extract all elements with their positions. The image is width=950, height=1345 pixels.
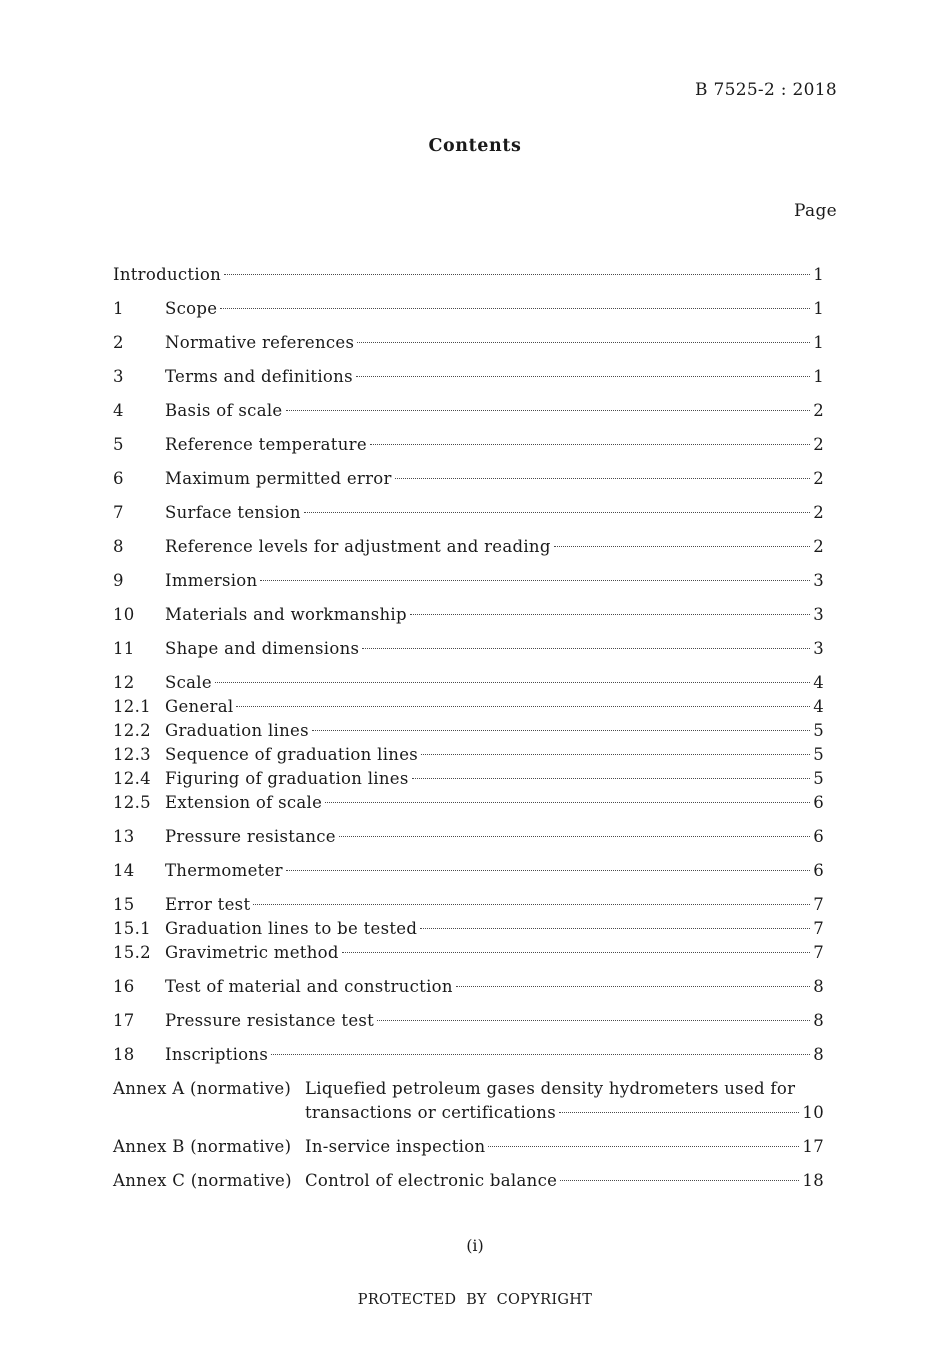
dot-leader — [215, 682, 810, 683]
toc-entry-page: 5 — [813, 769, 824, 788]
dot-leader — [554, 546, 810, 547]
annex-entry-b[interactable] — [113, 1135, 824, 1159]
dot-leader — [342, 952, 810, 953]
dot-leader — [488, 1146, 799, 1147]
toc-entry[interactable] — [113, 1009, 824, 1033]
toc-entry-page: 7 — [813, 919, 824, 938]
toc-entry-page: 8 — [813, 1011, 824, 1030]
toc-entry-number: 8 — [113, 537, 124, 556]
copyright-notice: PROTECTED BY COPYRIGHT — [357, 1292, 593, 1308]
dot-leader — [456, 986, 810, 987]
toc-entry-number: 11 — [113, 639, 135, 658]
toc-entry-title: Scope — [165, 299, 218, 318]
toc-subentry[interactable] — [113, 791, 824, 815]
toc-entry-title: Shape and dimensions — [165, 639, 360, 658]
toc-entry-number: 17 — [113, 1011, 135, 1030]
dot-leader — [560, 1180, 799, 1181]
dot-leader — [286, 870, 810, 871]
dot-leader — [420, 928, 810, 929]
toc-entry-number: 2 — [113, 333, 124, 352]
page-number: (i) — [466, 1236, 484, 1255]
toc-entry-page: 5 — [813, 745, 824, 764]
toc-entry[interactable] — [113, 399, 824, 423]
toc-entry[interactable] — [113, 535, 824, 559]
toc-entry-number: 12.3 — [113, 745, 151, 764]
toc-entry-number: 5 — [113, 435, 124, 454]
dot-leader — [304, 512, 810, 513]
toc-entry-number: 7 — [113, 503, 124, 522]
toc-entry-title: Introduction — [113, 265, 222, 284]
toc-entry-title: Pressure resistance test — [165, 1011, 375, 1030]
toc-entry-number: 18 — [113, 1045, 135, 1064]
toc-entry[interactable] — [113, 671, 824, 695]
annex-page: 18 — [802, 1171, 824, 1190]
toc-entry-title: Inscriptions — [165, 1045, 269, 1064]
toc-entry-introduction[interactable] — [113, 263, 824, 287]
toc-entry-number: 12.2 — [113, 721, 151, 740]
dot-leader — [236, 706, 810, 707]
dot-leader — [362, 648, 810, 649]
toc-entry-page: 7 — [813, 943, 824, 962]
toc-entry-page: 2 — [813, 401, 824, 420]
dot-leader — [339, 836, 810, 837]
annex-entry-a[interactable] — [113, 1077, 824, 1125]
toc-entry-title: Surface tension — [165, 503, 301, 522]
toc-entry-page: 3 — [813, 639, 824, 658]
toc-entry[interactable] — [113, 893, 824, 917]
toc-entry-page: 8 — [813, 1045, 824, 1064]
toc-subentry[interactable] — [113, 767, 824, 791]
toc-entry-number: 12 — [113, 673, 135, 692]
toc-entry-number: 12.5 — [113, 793, 151, 812]
dot-leader — [356, 376, 810, 377]
toc-entry-title: Terms and definitions — [165, 367, 353, 386]
toc-entry[interactable] — [113, 603, 824, 627]
toc-entry[interactable] — [113, 859, 824, 883]
toc-entry-page: 5 — [813, 721, 824, 740]
toc-entry-page: 6 — [813, 861, 824, 880]
dot-leader — [325, 802, 810, 803]
toc-entry-page: 6 — [813, 793, 824, 812]
toc-entry-title: Test of material and construction — [165, 977, 453, 996]
toc-entry-page: 1 — [813, 299, 824, 318]
toc-entry-number: 9 — [113, 571, 124, 590]
dot-leader — [395, 478, 810, 479]
toc-entry-title: Thermometer — [165, 861, 283, 880]
toc-entry-title: Materials and workmanship — [165, 605, 407, 624]
toc-entry-number: 16 — [113, 977, 135, 996]
table-of-contents — [113, 263, 824, 1193]
dot-leader — [421, 754, 810, 755]
toc-entry-title: Figuring of graduation lines — [165, 769, 409, 788]
toc-entry-title: Pressure resistance — [165, 827, 336, 846]
toc-entry-page: 8 — [813, 977, 824, 996]
dot-leader — [559, 1112, 799, 1113]
toc-entry-title: Basis of scale — [165, 401, 283, 420]
toc-entry-title: Immersion — [165, 571, 258, 590]
toc-entry-page: 3 — [813, 605, 824, 624]
annex-label: Annex B (normative) — [113, 1137, 292, 1156]
toc-entry-title: Error test — [165, 895, 251, 914]
toc-entry[interactable] — [113, 297, 824, 321]
dot-leader — [224, 274, 810, 275]
toc-entry-page: 2 — [813, 503, 824, 522]
dot-leader — [412, 778, 811, 779]
toc-entry[interactable] — [113, 467, 824, 491]
annex-title-line2: transactions or certifications — [305, 1103, 556, 1122]
dot-leader — [286, 410, 811, 411]
toc-entry-number: 14 — [113, 861, 135, 880]
toc-entry-title: Reference temperature — [165, 435, 367, 454]
toc-entry-title: Sequence of graduation lines — [165, 745, 419, 764]
toc-subentry[interactable] — [113, 695, 824, 719]
annex-title: In-service inspection — [305, 1137, 486, 1156]
toc-entry-page: 3 — [813, 571, 824, 590]
toc-subentry[interactable] — [113, 743, 824, 767]
toc-entry-title: Scale — [165, 673, 212, 692]
toc-entry-title: General — [165, 697, 234, 716]
annex-title-line1: Liquefied petroleum gases density hydrometers used for — [305, 1079, 796, 1098]
toc-entry-page: 1 — [813, 265, 824, 284]
standard-number: B 7525-2 : 2018 — [694, 80, 837, 100]
toc-entry-number: 13 — [113, 827, 135, 846]
toc-entry-page: 6 — [813, 827, 824, 846]
toc-entry[interactable] — [113, 975, 824, 999]
dot-leader — [370, 444, 810, 445]
annex-page: 17 — [802, 1137, 824, 1156]
dot-leader — [377, 1020, 810, 1021]
dot-leader — [253, 904, 810, 905]
annex-entry-c[interactable] — [113, 1169, 824, 1193]
toc-entry-page: 1 — [813, 333, 824, 352]
toc-entry-page: 2 — [813, 435, 824, 454]
toc-entry-number: 10 — [113, 605, 135, 624]
annex-title: Control of electronic balance — [305, 1171, 558, 1190]
toc-entry-number: 1 — [113, 299, 124, 318]
toc-subentry[interactable] — [113, 719, 824, 743]
toc-entry-number: 6 — [113, 469, 124, 488]
toc-entry-title: Reference levels for adjustment and reading — [165, 537, 551, 556]
toc-entry-number: 12.1 — [113, 697, 151, 716]
toc-entry-title: Extension of scale — [165, 793, 323, 812]
page-column-label: Page — [794, 201, 837, 221]
toc-entry-page: 4 — [813, 697, 824, 716]
toc-entry-title: Maximum permitted error — [165, 469, 392, 488]
toc-entry[interactable] — [113, 331, 824, 355]
page-title: Contents — [428, 136, 522, 156]
toc-subentry[interactable] — [113, 917, 824, 941]
toc-entry-title: Graduation lines to be tested — [165, 919, 418, 938]
toc-entry[interactable] — [113, 501, 824, 525]
toc-entry-title: Graduation lines — [165, 721, 309, 740]
toc-entry-page: 7 — [813, 895, 824, 914]
toc-entry[interactable] — [113, 365, 824, 389]
dot-leader — [357, 342, 810, 343]
toc-entry-number: 12.4 — [113, 769, 151, 788]
toc-entry[interactable] — [113, 637, 824, 661]
toc-entry[interactable] — [113, 825, 824, 849]
annex-label: Annex A (normative) — [113, 1079, 292, 1098]
toc-entry-number: 3 — [113, 367, 124, 386]
dot-leader — [220, 308, 810, 309]
toc-entry-page: 2 — [813, 537, 824, 556]
dot-leader — [271, 1054, 810, 1055]
toc-entry-number: 15.2 — [113, 943, 151, 962]
dot-leader — [260, 580, 810, 581]
toc-entry-number: 4 — [113, 401, 124, 420]
dot-leader — [312, 730, 810, 731]
toc-entry[interactable] — [113, 569, 824, 593]
dot-leader — [410, 614, 810, 615]
toc-entry-page: 1 — [813, 367, 824, 386]
toc-subentry[interactable] — [113, 941, 824, 965]
toc-entry-number: 15.1 — [113, 919, 151, 938]
annex-page: 10 — [802, 1103, 824, 1122]
toc-entry[interactable] — [113, 1043, 824, 1067]
toc-entry[interactable] — [113, 433, 824, 457]
toc-entry-page: 4 — [813, 673, 824, 692]
toc-entry-page: 2 — [813, 469, 824, 488]
toc-entry-number: 15 — [113, 895, 135, 914]
toc-entry-title: Gravimetric method — [165, 943, 339, 962]
toc-entry-title: Normative references — [165, 333, 355, 352]
annex-label: Annex C (normative) — [113, 1171, 292, 1190]
